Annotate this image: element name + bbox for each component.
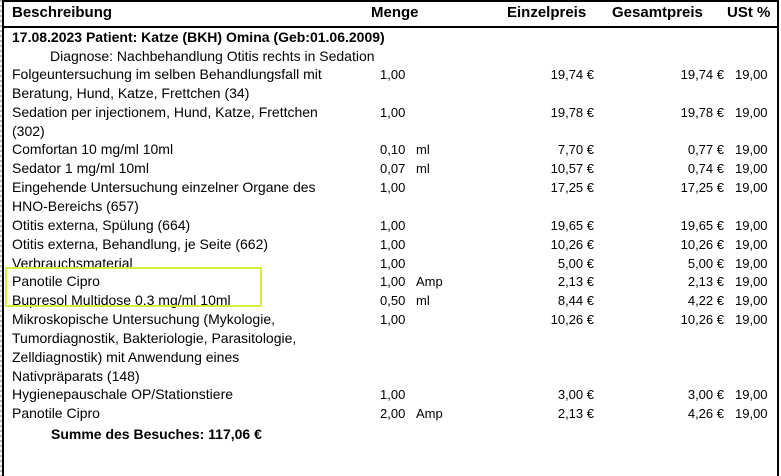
- item-vat: 19,00: [735, 142, 768, 158]
- item-total-price: 10,26 €: [680, 312, 724, 328]
- item-quantity: 0,50: [380, 293, 406, 309]
- item-unit-price: 19,65 €: [550, 217, 594, 233]
- item-unit-price: 10,26 €: [550, 236, 594, 252]
- item-description: Hygienepauschale OP/Stationstiere: [12, 386, 234, 403]
- item-total-price: 17,25 €: [680, 180, 724, 196]
- item-description: Otitis externa, Spülung (664): [12, 216, 191, 233]
- item-vat: 19,00: [735, 406, 768, 422]
- item-vat: 19,00: [735, 274, 768, 290]
- item-total-price: 4,22 €: [687, 293, 724, 309]
- item-quantity: 1,00: [380, 255, 406, 271]
- item-description: Folgeuntersuchung im selben Behandlungsfall mit: [12, 66, 322, 82]
- item-total-price: 0,74 €: [687, 161, 724, 177]
- item-total-price: 19,74 €: [680, 67, 724, 82]
- item-vat: 19,00: [735, 293, 768, 309]
- item-unit: ml: [416, 142, 430, 158]
- table-right-border: [777, 0, 779, 476]
- item-description: Nativpräparats (148): [12, 367, 140, 384]
- header-divider: [2, 26, 778, 28]
- item-total-price: 2,13 €: [687, 274, 724, 290]
- item-description: Mikroskopische Untersuchung (Mykologie,: [12, 311, 275, 328]
- item-description: Otitis externa, Behandlung, je Seite (662): [12, 235, 269, 252]
- header-description: Beschreibung: [12, 4, 113, 21]
- item-description: (302): [12, 122, 45, 139]
- item-unit: Amp: [416, 274, 443, 290]
- item-unit-price: 17,25 €: [550, 180, 594, 196]
- item-vat: 19,00: [735, 217, 768, 233]
- item-total-price: 19,78 €: [680, 104, 724, 120]
- item-unit-price: 10,26 €: [550, 312, 594, 328]
- item-unit: Amp: [416, 406, 443, 422]
- item-quantity: 1,00: [380, 236, 406, 252]
- item-description: HNO-Bereichs (657): [12, 197, 139, 214]
- item-vat: 19,00: [735, 236, 768, 252]
- item-unit-price: 19,78 €: [550, 104, 594, 120]
- header-total-price: Gesamtpreis: [612, 4, 703, 21]
- item-quantity: 1,00: [380, 387, 406, 403]
- item-total-price: 5,00 €: [687, 255, 724, 271]
- item-unit-price: 2,13 €: [557, 406, 594, 422]
- item-description: Sedator 1 mg/ml 10ml: [12, 160, 149, 177]
- item-description: Tumordiagnostik, Bakteriologie, Parasitologie,: [12, 329, 297, 346]
- highlight-box: [5, 267, 262, 307]
- item-unit-price: 19,74 €: [550, 67, 594, 82]
- item-unit: ml: [416, 293, 430, 309]
- item-vat: 19,00: [735, 161, 768, 177]
- item-vat: 19,00: [735, 312, 768, 328]
- item-quantity: 1,00: [380, 312, 406, 328]
- item-vat: 19,00: [735, 67, 768, 82]
- item-description: Verbrauchsmaterial: [12, 254, 133, 271]
- item-quantity: 1,00: [380, 180, 406, 196]
- item-quantity: 1,00: [380, 104, 406, 120]
- item-description: Zelldiagnostik) mit Anwendung eines: [12, 348, 240, 365]
- item-description: Eingehende Untersuchung einzelner Organe des: [12, 179, 316, 196]
- item-quantity: 1,00: [380, 217, 406, 233]
- item-unit-price: 10,57 €: [550, 161, 594, 177]
- item-unit: ml: [416, 161, 430, 177]
- diagnosis-line: Diagnose: Nachbehandlung Otitis rechts in Sedation: [50, 48, 375, 64]
- item-total-price: 4,26 €: [687, 406, 724, 422]
- item-description: Panotile Cipro: [12, 273, 100, 290]
- item-vat: 19,00: [735, 104, 768, 120]
- item-unit-price: 5,00 €: [557, 255, 594, 271]
- item-quantity: 1,00: [380, 274, 406, 290]
- item-unit-price: 7,70 €: [557, 142, 594, 158]
- item-description: Panotile Cipro: [12, 405, 100, 422]
- item-quantity: 2,00: [380, 406, 406, 422]
- item-total-price: 10,26 €: [680, 236, 724, 252]
- header-unit-price: Einzelpreis: [507, 4, 587, 21]
- item-quantity: 0,07: [380, 161, 406, 177]
- item-description: Beratung, Hund, Katze, Frettchen (34): [12, 84, 250, 101]
- item-vat: 19,00: [735, 180, 768, 196]
- table-left-border: [2, 0, 4, 476]
- item-total-price: 19,65 €: [680, 217, 724, 233]
- item-vat: 19,00: [735, 255, 768, 271]
- item-description: Sedation per injectionem, Hund, Katze, Frettchen: [12, 103, 318, 120]
- visit-title: 17.08.2023 Patient: Katze (BKH) Omina (Geb:01.06.2009): [12, 29, 385, 45]
- header-quantity: Menge: [371, 4, 419, 21]
- item-quantity: 0,10: [380, 142, 406, 158]
- item-total-price: 3,00 €: [687, 387, 724, 403]
- item-unit-price: 2,13 €: [557, 274, 594, 290]
- table-top-border: [2, 0, 778, 2]
- header-vat: USt %: [727, 4, 771, 21]
- item-vat: 19,00: [735, 387, 768, 403]
- item-total-price: 0,77 €: [687, 142, 724, 158]
- item-quantity: 1,00: [380, 67, 406, 82]
- item-description: Bupresol Multidose 0,3 mg/ml 10ml: [12, 292, 231, 309]
- item-description: Comfortan 10 mg/ml 10ml: [12, 141, 174, 158]
- item-unit-price: 3,00 €: [557, 387, 594, 403]
- visit-sum: Summe des Besuches: 117,06 €: [51, 426, 262, 442]
- item-unit-price: 8,44 €: [557, 293, 594, 309]
